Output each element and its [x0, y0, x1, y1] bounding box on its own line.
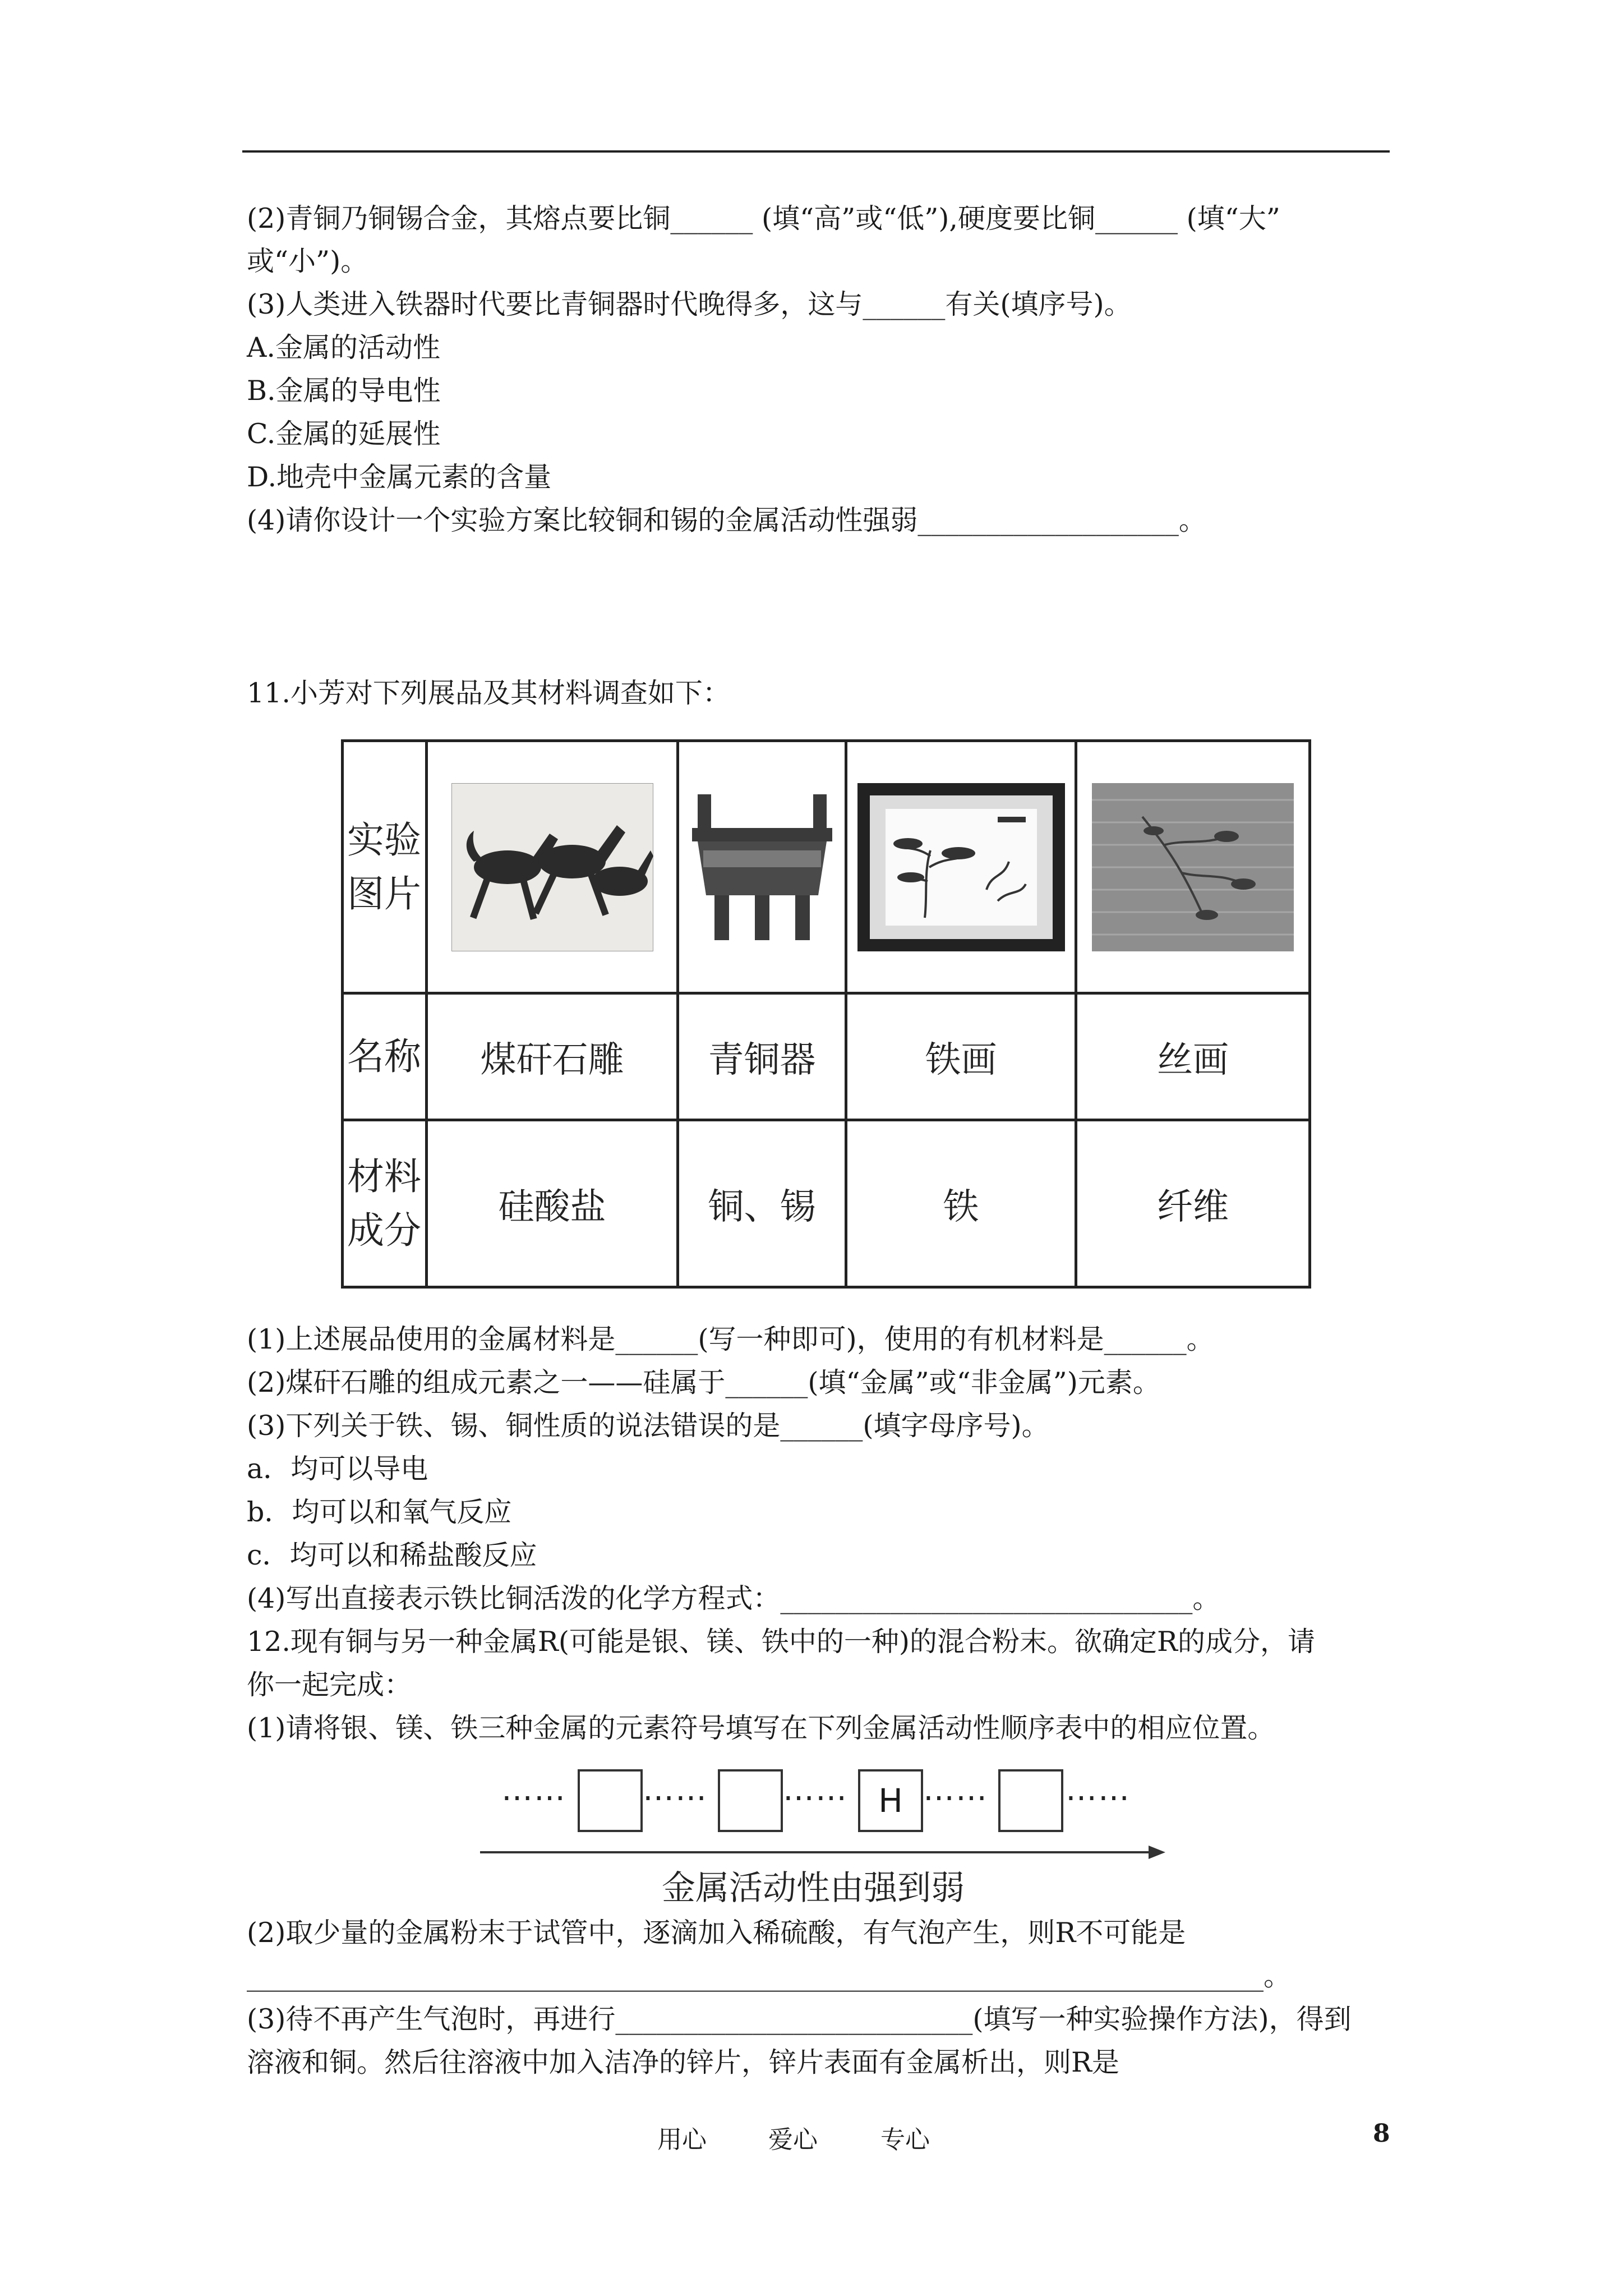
option-line: a．均可以导电	[247, 1453, 428, 1485]
text-line: (2)青铜乃铜锡合金，其熔点要比铜______ (填“高”或“低”),硬度要比铜______ (填“大”	[247, 203, 1280, 234]
series-caption: 金属活动性由强到弱	[662, 1869, 965, 1908]
text-line: (2)煤矸石雕的组成元素之一——硅属于______(填“金属”或“非金属”)元素。	[247, 1366, 1160, 1398]
exhibit-material: 铁	[846, 1120, 1076, 1287]
page-number: 8	[1373, 2119, 1390, 2148]
exhibit-material: 硅酸盐	[427, 1120, 678, 1287]
text-line: (4)请你设计一个实验方案比较铜和锡的金属活动性强弱___________________。	[247, 504, 1206, 536]
footer-motto: 用心	[657, 2125, 707, 2154]
question-title: 12.现有铜与另一种金属R(可能是银、镁、铁中的一种)的混合粉末。欲确定R的成分，请	[247, 1626, 1315, 1658]
question-title: 11.小芳对下列展品及其材料调查如下：	[247, 677, 730, 709]
text-line: 或“小”)。	[247, 245, 368, 277]
text-line: (3)待不再产生气泡时，再进行__________________________(填写一种实验操作方法)，得到	[247, 2003, 1352, 2035]
text-line: 溶液和铜。然后往溶液中加入洁净的锌片，锌片表面有金属析出，则R是	[247, 2046, 1119, 2078]
horse-carving-image	[427, 741, 678, 993]
bronze-ding-image	[678, 741, 846, 993]
exhibit-material: 铜、锡	[678, 1120, 846, 1287]
option-line: b．均可以和氧气反应	[247, 1496, 512, 1528]
iron-painting-image	[846, 741, 1076, 993]
row-header-picture: 实验图片	[343, 741, 427, 993]
footer-motto: 爱心	[768, 2125, 818, 2154]
ellipsis: ……	[923, 1772, 988, 1808]
option-line: c．均可以和稀盐酸反应	[247, 1539, 537, 1571]
answer-box[interactable]	[578, 1769, 643, 1832]
ellipsis: ……	[643, 1772, 708, 1808]
arrowhead-icon	[1149, 1846, 1165, 1859]
text-line: (4)写出直接表示铁比铜活泼的化学方程式：______________________________。	[247, 1582, 1220, 1614]
exhibit-table	[341, 739, 1311, 1289]
text-line: (1)上述展品使用的金属材料是______(写一种即可)，使用的有机材料是______。	[247, 1323, 1214, 1355]
exhibit-name: 丝画	[1076, 993, 1310, 1120]
text-line: __________________________________________________________________________。	[247, 1960, 1291, 1992]
text-line: (3)人类进入铁器时代要比青铜器时代晚得多，这与______有关(填序号)。	[247, 288, 1132, 320]
ellipsis: ……	[501, 1772, 566, 1808]
option-line: A.金属的活动性	[247, 332, 440, 364]
answer-box[interactable]	[718, 1769, 783, 1832]
text-line: 你一起完成：	[247, 1669, 412, 1701]
exhibit-name: 煤矸石雕	[427, 993, 678, 1120]
ellipsis: ……	[1066, 1772, 1131, 1808]
option-line: B.金属的导电性	[247, 375, 441, 407]
exhibit-name: 青铜器	[678, 993, 846, 1120]
text-line: (3)下列关于铁、锡、铜性质的说法错误的是______(填字母序号)。	[247, 1410, 1049, 1442]
option-line: D.地壳中金属元素的含量	[247, 461, 552, 493]
ellipsis: ……	[783, 1772, 848, 1808]
activity-series-diagram	[471, 1756, 1166, 1908]
option-line: C.金属的延展性	[247, 418, 441, 450]
exhibit-name: 铁画	[846, 993, 1076, 1120]
silk-painting-image	[1076, 741, 1310, 993]
row-header-material: 材料成分	[343, 1120, 427, 1287]
exhibit-material: 纤维	[1076, 1120, 1310, 1287]
arrow-right-icon	[480, 1851, 1151, 1853]
text-line: (1)请将银、镁、铁三种金属的元素符号填写在下列金属活动性顺序表中的相应位置。	[247, 1712, 1275, 1744]
answer-box[interactable]	[998, 1769, 1063, 1832]
footer-motto: 专心	[880, 2125, 930, 2154]
text-line: (2)取少量的金属粉末于试管中，逐滴加入稀硫酸，有气泡产生，则R不可能是	[247, 1917, 1186, 1949]
hydrogen-box: H	[858, 1769, 923, 1832]
row-header-name: 名称	[343, 993, 427, 1120]
header-rule	[242, 150, 1390, 153]
